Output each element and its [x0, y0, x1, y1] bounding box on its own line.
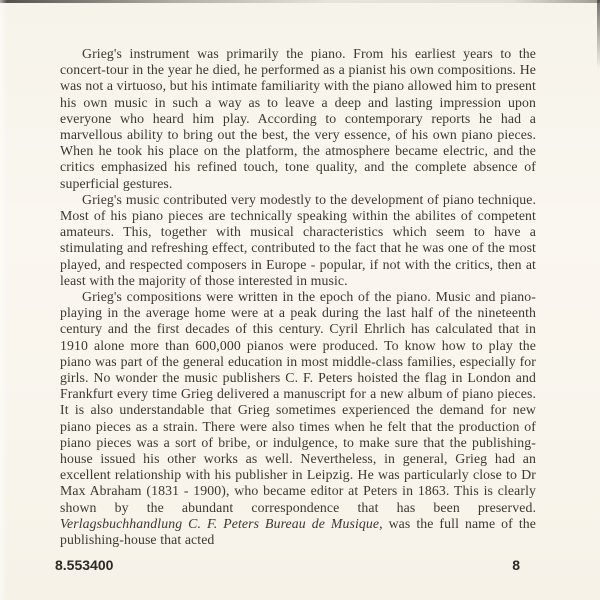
scan-top-edge-artifact [0, 0, 600, 3]
catalog-number: 8.553400 [55, 557, 114, 573]
page-edge-highlight [0, 0, 7, 600]
text-run: Grieg's compositions were written in the epoch of the piano. Music and piano-playing in the average home were at a peak during the last half of the nineteenth century and the first decades of this century. Cyril Ehrlich has calculated that in 1910 alone more than 600,000 pianos were produced. To know how to play the piano was part of the general education in most middle-class families, especially for girls. No wonder the music publishers C. F. Peters hoisted the flag in London and Frankfurt every time Grieg delivered a manuscript for a new album of piano pieces. It is also understandable that Grieg sometimes experienced the demand for new piano pieces as a strain. There were also times when he felt that the production of piano pieces was a sort of bribe, or indulgence, to make sure that the publishing-house issued his other works as well. Nevertheless, in general, Grieg had an excellent relationship with his publisher in Leipzig. He was particularly close to Dr Max Abraham (1831 - 1900), who became editor at Peters in 1863. This is clearly shown by the abundant correspondence that has been preserved. [60, 289, 536, 515]
text-run: Grieg's instrument was primarily the piano. From his earliest years to the concert-tour in the year he died, he performed as a pianist his own compositions. He was not a virtuoso, but his intimate familiarity with the piano allowed him to present his own music in such a way as to leave a deep and lasting impression upon everyone who heard him play. According to contemporary reports he had a marvellous ability to bring out the best, the very essence, of his own piano pieces. When he took his place on the platform, the atmosphere became electric, and the critics emphasized his refined touch, tone quality, and the complete absence of superficial gestures. [60, 46, 536, 191]
page-number: 8 [512, 557, 520, 573]
paragraph-grieg-music-technique [60, 192, 536, 289]
body-text [60, 46, 536, 548]
page-footer [55, 557, 520, 573]
text-run: , was the full name of the publishing-house that acted [60, 515, 536, 548]
italic-text-run: Verlagsbuchhandlung C. F. Peters Bureau de Musique [60, 515, 380, 531]
paragraph-grieg-compositions [60, 289, 536, 548]
paragraph-grieg-instrument [60, 46, 536, 192]
text-run: Grieg's music contributed very modestly to the development of piano technique. Most of his piano pieces are technically speaking within the abilites of competent amateurs. This, together with musical characteristics which seem to have a stimulating and refreshing effect, contributed to the fact that he was one of the most played, and respected composers in Europe - popular, if not with the critics, then at least with the majority of those interested in music. [60, 191, 536, 288]
